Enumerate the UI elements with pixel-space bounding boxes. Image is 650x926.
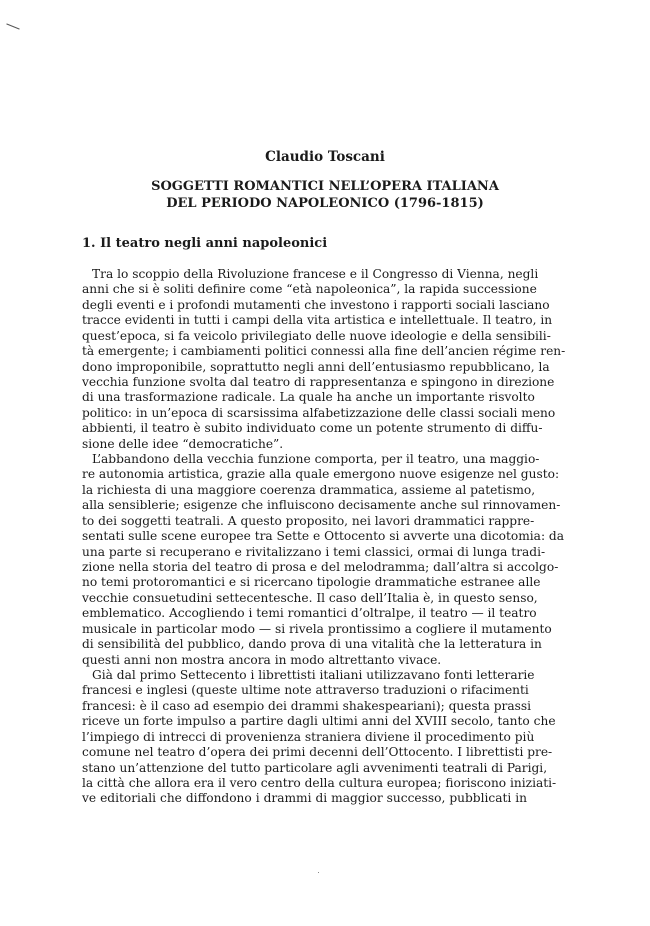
text-line: quest’epoca, si fa veicolo privilegiato delle nuove ideologie e della sensibili-	[82, 328, 551, 343]
text-line: Tra lo scoppio della Rivoluzione francese e il Congresso di Vienna, negli	[92, 267, 539, 281]
text-line: alla sensiblerie; esigenze che influiscono decisamente anche sul rinnovamen-	[82, 498, 561, 513]
text-line: stano un’attenzione del tutto particolare agli avvenimenti teatrali di Parigi,	[82, 760, 548, 775]
text-line: vecchie consuetudini settecentesche. Il caso dell’Italia è, in questo senso,	[82, 590, 538, 605]
text-line: ve editoriali che diffondono i drammi di maggior successo, pubblicati in	[82, 791, 527, 806]
text-line: sione delle idee “democratiche”.	[82, 436, 284, 451]
text-line: di sensibilità del pubblico, dando prova di una vitalità che la letteratura in	[82, 637, 542, 652]
title-line: SOGGETTI ROMANTICI NELL’OPERA ITALIANA	[151, 179, 499, 194]
text-line: dono improponibile, soprattutto negli anni dell’entusiasmo repubblicano, la	[82, 359, 550, 374]
body-text	[82, 267, 566, 807]
text-line: re autonomia artistica, grazie alla quale emergono nuove esigenze nel gusto:	[82, 467, 560, 482]
text-line: L’abbandono della vecchia funzione comporta, per il teatro, una maggio-	[92, 452, 540, 467]
title-line: DEL PERIODO NAPOLEONICO (1796-1815)	[166, 196, 484, 211]
text-line: tà emergente; i cambiamenti politici connessi alla fine dell’ancien régime ren-	[82, 344, 566, 359]
text-line: comune nel teatro d’opera dei primi decenni dell’Ottocento. I librettisti pre-	[82, 745, 553, 760]
text-line: l’impiego di intrecci di provenienza straniera diviene il procedimento più	[82, 729, 535, 744]
section-heading: 1. Il teatro negli anni napoleonici	[82, 236, 328, 251]
text-line: to dei soggetti teatrali. A questo proposito, nei lavori drammatici rappre-	[82, 513, 535, 528]
text-line: di una trasformazione radicale. La quale ha anche un importante risvolto	[82, 390, 535, 405]
text-line: musicale in particolar modo — si rivela prontissimo a cogliere il mutamento	[82, 621, 552, 636]
text-line: degli eventi e i profondi mutamenti che investono i rapporti sociali lasciano	[82, 297, 550, 312]
text-line: abbienti, il teatro è subito individuato come un potente strumento di diffu-	[82, 421, 543, 436]
scan-dot	[318, 872, 319, 873]
author-name: Claudio Toscani	[265, 149, 385, 165]
scan-mark	[6, 23, 19, 29]
text-line: una parte si recuperano e rivitalizzano i temi classici, ormai di lunga tradi-	[82, 544, 546, 559]
text-line: questi anni non mostra ancora in modo altrettanto vivace.	[82, 652, 442, 667]
text-line: emblematico. Accogliendo i temi romantici d’oltralpe, il teatro — il teatro	[82, 606, 537, 621]
text-line: zione nella storia del teatro di prosa e del melodramma; dall’altra si accolgo-	[82, 560, 559, 575]
text-line: Già dal primo Settecento i librettisti italiani utilizzavano fonti letterarie	[92, 667, 535, 682]
text-line: francesi: è il caso ad esempio dei drammi shakespeariani); questa prassi	[82, 698, 532, 713]
text-line: politico: in un’epoca di scarsissima alfabetizzazione delle classi sociali meno	[82, 405, 556, 420]
text-line: anni che si è soliti definire come “età napoleonica”, la rapida successione	[82, 282, 537, 297]
article-title	[0, 178, 650, 212]
text-line: no temi protoromantici e si ricercano tipologie drammatiche estranee alle	[82, 575, 541, 590]
text-line: francesi e inglesi (queste ultime note attraverso traduzioni o rifacimenti	[82, 683, 529, 698]
text-line: riceve un forte impulso a partire dagli ultimi anni del XVIII secolo, tanto che	[82, 714, 556, 729]
text-line: tracce evidenti in tutti i campi della vita artistica e intellettuale. Il teatro, in	[82, 313, 553, 328]
text-line: vecchia funzione svolta dal teatro di rappresentanza e spingono in direzione	[82, 374, 555, 389]
text-line: la richiesta di una maggiore coerenza drammatica, assieme al patetismo,	[82, 482, 536, 497]
text-line: la città che allora era il vero centro della cultura europea; fioriscono iniziati-	[82, 775, 557, 790]
text-line: sentati sulle scene europee tra Sette e Ottocento si avverte una dicotomia: da	[82, 529, 564, 544]
